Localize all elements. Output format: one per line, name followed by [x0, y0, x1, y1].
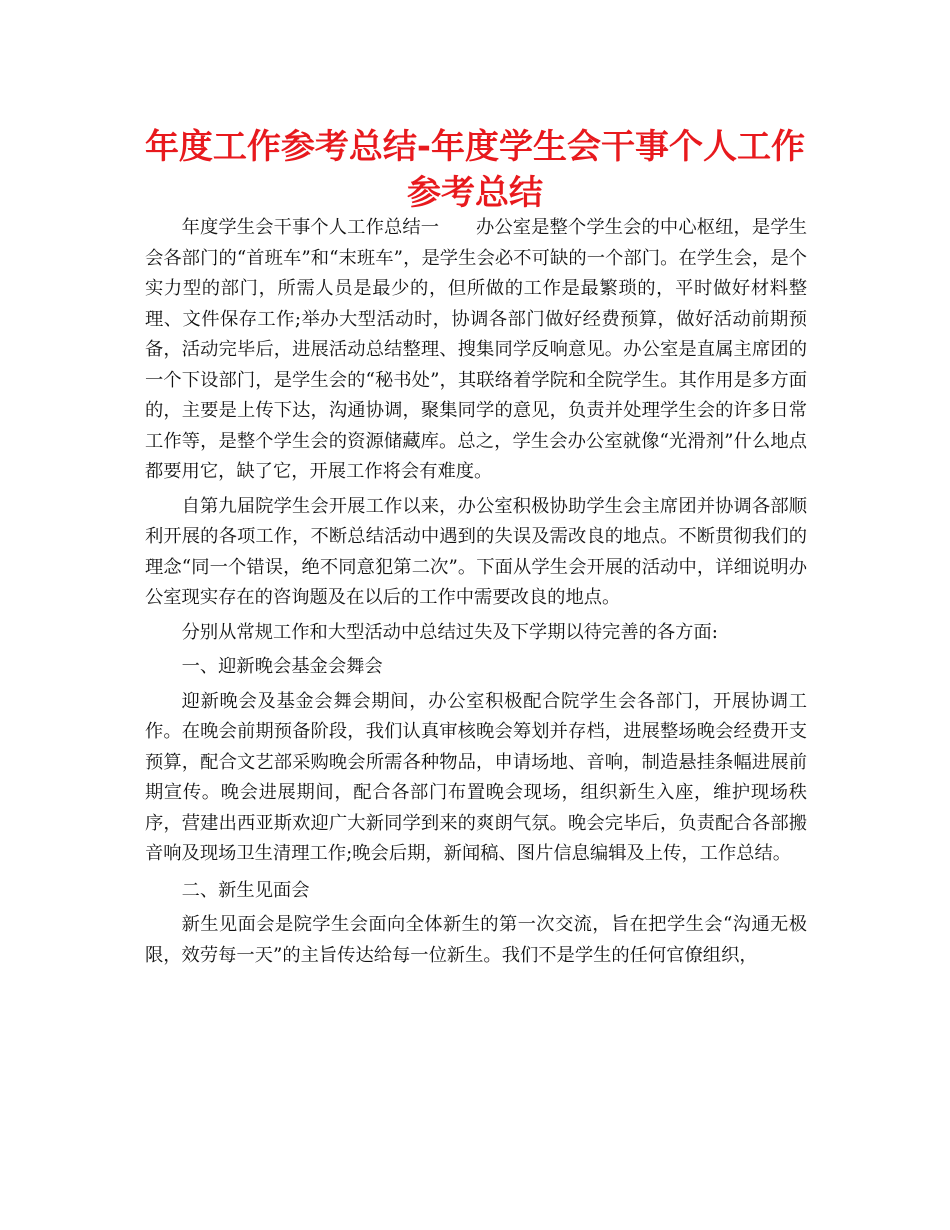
paragraph-freshman-meeting: 新生见面会是院学生会面向全体新生的第一次交流，旨在把学生会“沟通无极限，效劳每一天”的主旨传达给每一位新生。我们不是学生的任何官僚组织，: [145, 914, 807, 966]
paragraph-intro: 年度学生会干事个人工作总结一 办公室是整个学生会的中心枢纽，是学生会各部门的“首班车”和“末班车”，是学生会必不可缺的一个部门。在学生会，是个实力型的部门，所需人员是最少的，但所做的工作是最繁琐的，平时做好材料整理、文件保存工作;举办大型活动时，协调各部门做好经费预算，做好活动前期预备，活动完毕后，进展活动总结整理、搜集同学反响意见。办公室是直属主席团的一个下设部门，是学生会的“秘书处”，其联络着学院和全院学生。其作用是多方面的，主要是上传下达，沟通协调，聚集同学的意见，负责并处理学生会的许多日常工作等，是整个学生会的资源储藏库。总之，学生会办公室就像“光滑剂”什么地点都要用它，缺了它，开展工作将会有难度。: [145, 217, 807, 482]
paragraph-welcome-gala: 迎新晚会及基金会舞会期间，办公室积极配合院学生会各部门，开展协调工作。在晚会前期预备阶段，我们认真审核晚会筹划并存档，进展整场晚会经费开支预算，配合文艺部采购晚会所需各种物品，申请场地、音响，制造悬挂条幅进展前期宣传。晚会进展期间，配合各部门布置晚会现场，组织新生入座，维护现场秩序，营建出西亚斯欢迎广大新同学到来的爽朗气氛。晚会完毕后，负责配合各部搬音响及现场卫生清理工作;晚会后期，新闻稿、图片信息编辑及上传，工作总结。: [145, 690, 807, 864]
section-heading-welcome-gala: 一、迎新晚会基金会舞会: [181, 656, 383, 677]
paragraph-summary-scope: 分别从常规工作和大型活动中总结过失及下学期以待完善的各方面:: [181, 621, 718, 643]
section-heading-freshman-meeting: 二、新生见面会: [181, 879, 310, 901]
document-title: 年度工作参考总结-年度学生会干事个人工作参考总结: [144, 127, 806, 213]
document-body: [145, 213, 807, 971]
paragraph-since-ninth-session: 自第九届院学生会开展工作以来，办公室积极协助学生会主席团并协调各部顺利开展的各项工作，不断总结活动中遇到的失误及需改良的地点。不断贯彻我们的理念“同一个错误，绝不同意犯第二次”。下面从学生会开展的活动中，详细说明办公室现实存在的咨询题及在以后的工作中需要改良的地点。: [145, 495, 807, 608]
